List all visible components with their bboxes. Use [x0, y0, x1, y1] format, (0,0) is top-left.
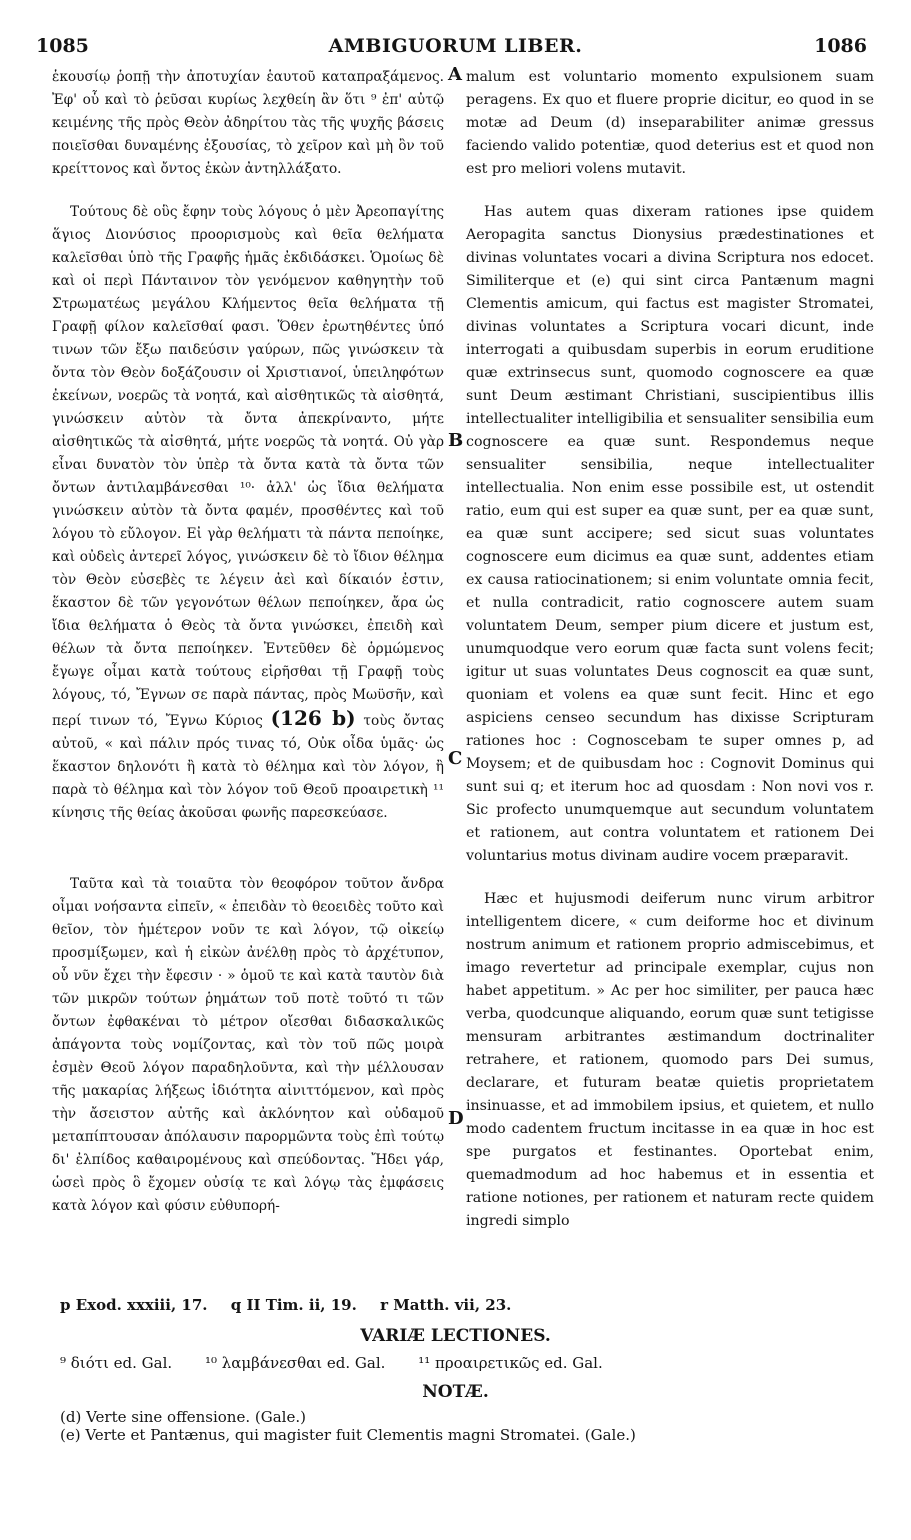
- scripture-ref: p Exod. xxxiii, 17.: [60, 1296, 208, 1314]
- greek-paragraph-1: ἑκουσίῳ ῥοπῇ τὴν ἀποτυχίαν ἑαυτοῦ καταπραξάμενος. Ἐφ' οὗ καὶ τὸ ῥεῦσαι κυρίως λεχθείη ἂν ὅτι ⁹ ἐπ' αὐτῷ κειμένης τῆς πρὸς Θεὸν ἀδηρίτου τὰς τῆς ψυχῆς βάσεις ποιεῖσθαι δυναμένης ἐξουσίας, τὸ χεῖρον καὶ μὴ ὂν τοῦ κρείττονος καὶ ὄντος ἑκὼν ἀντηλλάξατο.: [52, 69, 444, 177]
- greek-paragraph-2-text: Τούτους δὲ οὓς ἔφην τοὺς λόγους ὁ μὲν Ἀρεοπαγίτης ἅγιος Διονύσιος προορισμοὺς καὶ θεῖα θελήματα καλεῖσθαι ὑπὸ τῆς Γραφῆς ἡμᾶς ἐκδιδάσκει. Ὁμοίως δὲ καὶ οἱ περὶ Πάνταινον τὸν γενόμενον καθηγητὴν τοῦ Στρωματέως μεγάλου Κλήμεντος θεῖα θελήματα τῇ Γραφῇ φίλον καλεῖσθαί φασι. Ὅθεν ἐρωτηθέντες ὑπό τινων τῶν ἔξω παιδεύσιν γαύρων, πῶς γινώσκειν τὰ ὄντα τὸν Θεὸν δοξάζουσιν οἱ Χριστιανοί, ὑπειληφότων ἐκείνων, νοερῶς τὰ νοητά, καὶ αἰσθητικῶς τὰ αἰσθητά, γινώσκειν αὐτὸν τὰ ὄντα ἀπεκρίναντο, μήτε αἰσθητικῶς τὰ αἰσθητά, μήτε νοερῶς τὰ νοητά. Οὐ γὰρ εἶναι δυνατὸν τὸν ὑπὲρ τὰ ὄντα κατὰ τὰ ὄντα τῶν ὄντων ἀντιλαμβάνεσθαι ¹⁰· ἀλλ' ὡς ἴδια θελήματα γινώσκειν αὐτὸν τὰ ὄντα φαμέν, προσθέντες καὶ τοῦ λόγου τὸ εὔλογον. Εἰ γὰρ θελήματι τὰ πάντα πεποίηκε, καὶ οὐδεὶς ἀντερεῖ λόγος, γινώσκειν δὲ τὸ ἴδιον θέλημα τὸν Θεὸν εὐσεβὲς τε λέγειν ἀεὶ καὶ δίκαιόν ἐστιν, ἕκαστον δὲ τῶν γεγονότων θέλων πεποίηκεν, ἄρα ὡς ἴδια θελήματα ὁ Θεὸς τὰ ὄντα γινώσκει, ἐπειδὴ καὶ θέλων τὰ ὄντα πεποίηκεν. Ἐντεῦθεν δὲ ὁρμώμενος ἔγωγε οἶμαι κατὰ τούτους εἰρῆσθαι τῇ Γραφῇ τοὺς λόγους, τό, Ἔγνων σε παρὰ πάντας, πρὸς Μωϋσῆν, καὶ περί τινων τό, Ἔγνω Κύριος: [52, 204, 444, 729]
- margin-marker-b: B: [448, 430, 464, 451]
- margin-marker-a: A: [448, 64, 462, 85]
- greek-paragraph-2: [52, 201, 444, 825]
- note-item: (e) Verte et Pantænus, qui magister fuit Clementis magni Stromatei. (Gale.): [60, 1426, 636, 1444]
- greek-column: [52, 66, 444, 1218]
- notae-list: [60, 1408, 636, 1444]
- scripture-references: [60, 1296, 529, 1314]
- variae-lectiones-title: VARIÆ LECTIONES.: [360, 1326, 551, 1346]
- margin-marker-c: C: [448, 748, 463, 769]
- scripture-ref: r Matth. vii, 23.: [380, 1296, 512, 1314]
- latin-paragraph-2: Has autem quas dixeram rationes ipse quidem Aeropagita sanctus Dionysius prædestinationes et divinas voluntates vocari a divina Scriptura nos edocet. Similiterque et (e) qui sint circa Pantænum magni Clementis amicum, qui factus est magister Stromatei, divinas voluntates a Scriptura vocari dicunt, inde interrogati a quibusdam superbis in eorum eruditione quæ extrinsecus sunt, quomodo cognoscere ea quæ sunt Deum æstimant Christiani, suscipientibus illis intellectualiter intelligibilia et sensualiter sensibilia eum cognoscere ea quæ sunt. Respondemus neque sensualiter sensibilia, neque intellectualiter intellectualia. Non enim esse possibile est, ut ostendit ratio, eum qui est super ea quæ sunt, per ea quæ sunt, ea quæ sunt accipere; sed sicut suas voluntates cognoscere eum dicimus ea quæ sunt, addentes etiam ex causa ratiocinationem; si enim voluntate omnia fecit, et nulla contradicit, ratio cognoscere autem suam voluntatem Deum, semper pium dicere et justum est, unumquodque vero eorum quæ facta sunt volens fecit; igitur ut suas voluntates Deus cognoscit ea quæ sunt, quoniam et volens ea quæ sunt fecit. Hinc et ego aspiciens censeo secundum has dixisse Scripturam rationes hoc : Cognoscebam te super omnes p, ad Moysem; et de quibusdam hoc : Cognovit Dominus qui sunt sui q; et iterum hoc ad quosdam : Non novi vos r. Sic profecto unumquemque aut secundum voluntatem et rationem, aut contra voluntatem et rationem Dei voluntarius motus divinam audire vocem præparavit.: [466, 204, 874, 864]
- right-page-number: 1086: [814, 35, 867, 57]
- column-number-marker: (126 b): [270, 706, 356, 730]
- notae-title: NOTÆ.: [422, 1382, 489, 1402]
- latin-paragraph-3: Hæc et hujusmodi deiferum nunc virum arbitror intelligentem dicere, « cum deiforme hoc et divinum nostrum animum et rationem proprio admiscebimus, et imago revertetur ad principale exemplar, cujus non habet appetitum. » Ac per hoc similiter, per pauca hæc verba, quodcunque aliquando, eorum quæ sunt tetigisse mensuram arbitrantes æstimandum doctrinaliter retrahere, et rationem, quomodo pars Dei sumus, declarare, et futuram beatæ quietis proprietatem insinuasse, et ad immobilem ipsius, et quietem, et nullo modo cadentem fructum incitasse in ea quæ in hoc est spe purgatos et festinantes. Oportebat enim, quemadmodum ad hoc habemus et in essentia et ratione notiones, per rationem et naturam recte quidem ingredi simplo: [466, 891, 874, 1229]
- scripture-ref: q II Tim. ii, 19.: [230, 1296, 357, 1314]
- variant-reading: ¹⁰ λαμβάνεσθαι ed. Gal.: [204, 1354, 386, 1372]
- latin-paragraph-1: malum est voluntario momento expulsionem suam peragens. Ex quo et fluere proprie dicitur, eo quod in se motæ ad Deum (d) inseparabiliter animæ gressus faciendo valido potentiæ, quod deterius est et quod non est pro meliori volens mutavit.: [466, 69, 874, 177]
- left-page-number: 1085: [36, 35, 89, 57]
- variant-reading: ⁹ διότι ed. Gal.: [60, 1354, 173, 1372]
- greek-paragraph-2-end: τοὺς ὄντας αὐτοῦ, « καὶ πάλιν πρός τινας τό, Οὐκ οἶδα ὑμᾶς· ὡς ἕκαστον δηλονότι ἢ κατὰ τὸ θέλημα καὶ τὸν λόγον, ἢ παρὰ τὸ θέλημα καὶ τὸν λόγον τοῦ Θεοῦ προαιρετικὴ ¹¹ κίνησις τῆς θείας ἀκοῦσαι φωνῆς παρεσκεύασε.: [52, 713, 444, 821]
- page-header: [0, 34, 911, 58]
- latin-column: [466, 66, 874, 1233]
- margin-marker-d: D: [448, 1108, 464, 1129]
- greek-paragraph-3: Ταῦτα καὶ τὰ τοιαῦτα τὸν θεοφόρον τοῦτον ἄνδρα οἶμαι νοήσαντα εἰπεῖν, « ἐπειδὰν τὸ θεοειδὲς τοῦτο καὶ θεῖον, τὸν ἡμέτερον νοῦν τε καὶ λόγον, τῷ οἰκείῳ προσμίξωμεν, καὶ ἡ εἰκὼν ἀνέλθῃ πρὸς τὸ ἀρχέτυπον, οὗ νῦν ἔχει τὴν ἔφεσιν · » ὁμοῦ τε καὶ κατὰ ταυτὸν διὰ τῶν μικρῶν τούτων ῥημάτων τοῦ ποτὲ τοῦτό τι τῶν ὄντων ἐφθακέναι τὸ μέτρον οἴεσθαι διδασκαλικῶς ἀπάγοντα τοὺς νομίζοντας, καὶ τὸν τοῦ πῶς μοιρὰ ἐσμὲν Θεοῦ λόγον παραδηλοῦντα, καὶ τὴν μέλλουσαν τῆς μακαρίας λήξεως ἰδιότητα αἰνιττόμενον, καὶ πρὸς τὴν ἄσειστον αὐτῆς καὶ ἀκλόνητον καὶ οὐδαμοῦ μεταπίπτουσαν ἀπόλαυσιν παρορμῶντα τοὺς ἐπὶ τούτῳ δι' ἐλπίδος καθαιρομένους καὶ σπεύδοντας. Ἤδει γάρ, ὡσεὶ πρὸς ὃ ἔχομεν οὐσίᾳ τε καὶ λόγῳ τὰς ἐμφάσεις κατὰ λόγον καὶ φύσιν εὐθυπορή-: [52, 876, 444, 1214]
- running-title: AMBIGUORUM LIBER.: [328, 35, 583, 57]
- note-item: (d) Verte sine offensione. (Gale.): [60, 1408, 306, 1426]
- variant-reading: ¹¹ προαιρετικῶς ed. Gal.: [418, 1354, 603, 1372]
- variae-lectiones-list: [60, 1354, 631, 1372]
